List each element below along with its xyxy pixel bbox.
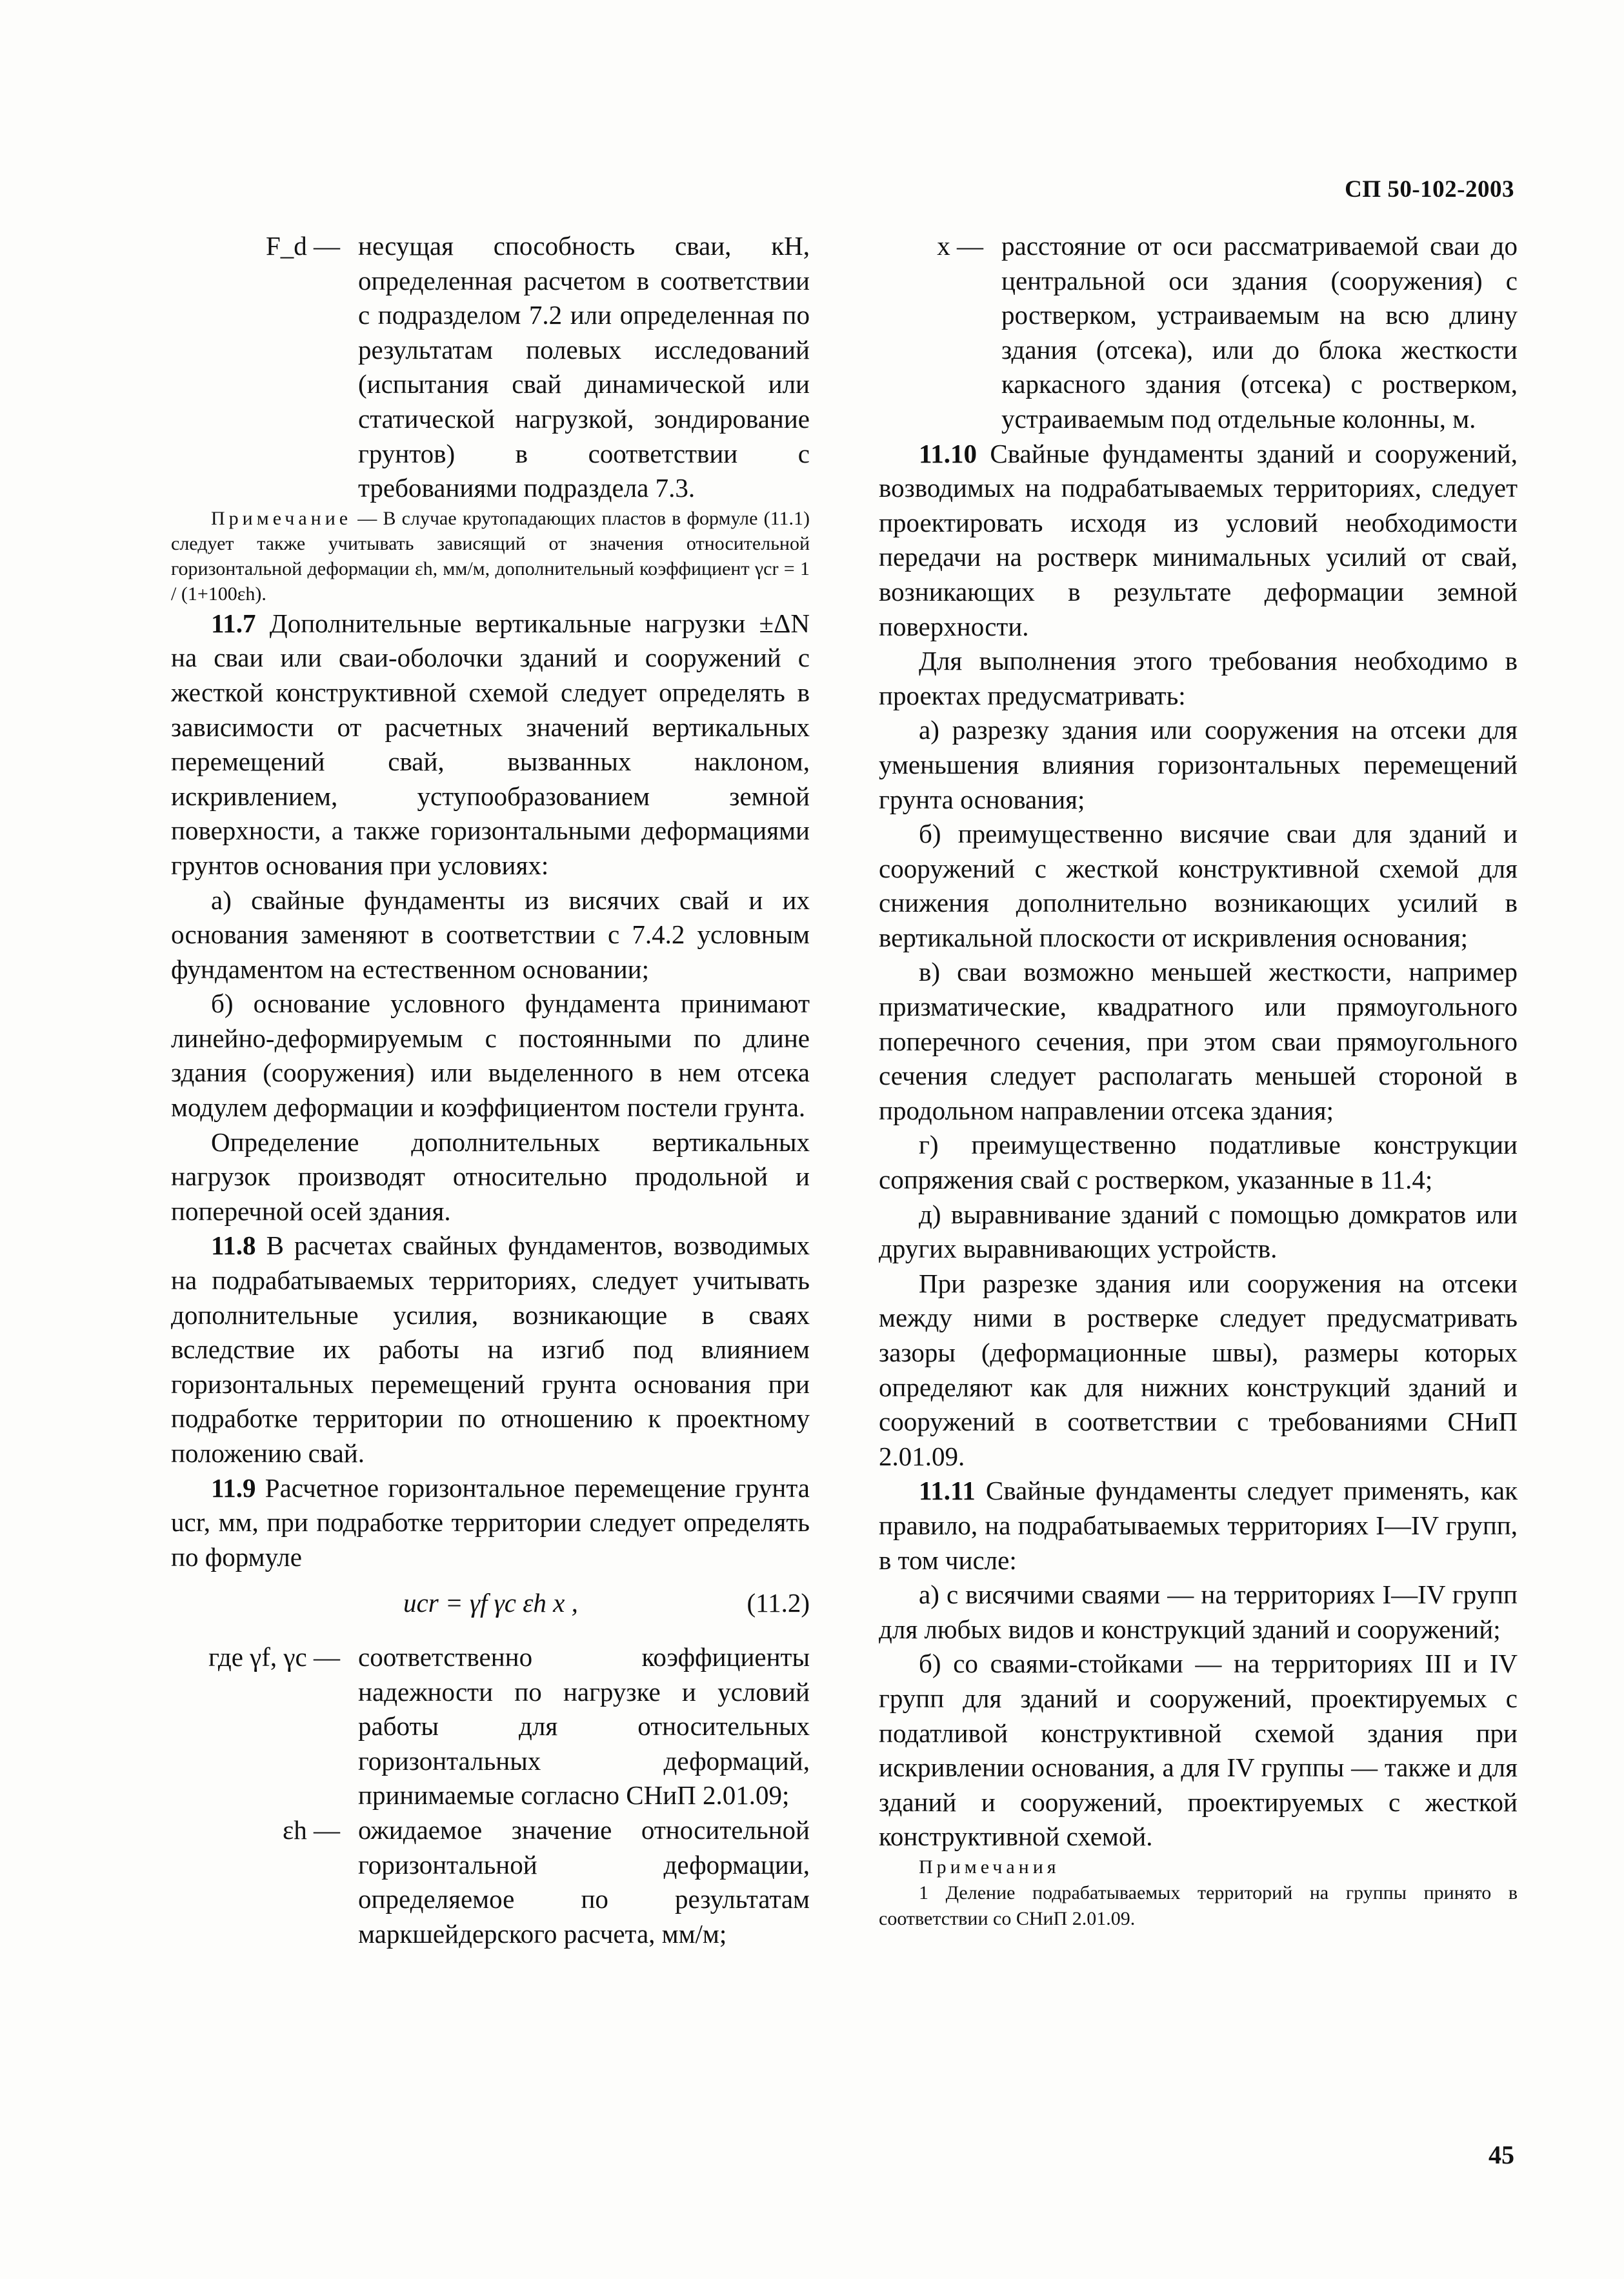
definition-text: ожидаемое значение относительной горизонтальной деформации, определяемое по результатам маркшейдерского расчета, мм/м; [358, 1814, 810, 1949]
formula-expression: ucr = γf γc εh x , [403, 1588, 578, 1618]
clause-number: 11.9 [211, 1472, 256, 1503]
formula-11-2 [171, 1586, 810, 1621]
paragraph-11-10-intro: Для выполнения этого требования необходимо в проектах предусматривать: [879, 646, 1518, 710]
definition-term: x — [937, 231, 983, 261]
notes-heading: Примечания [919, 1856, 1060, 1878]
definition-term: F_d — [265, 231, 340, 261]
paragraph-11-10-a: а) разрезку здания или сооружения на отсеки для уменьшения влияния горизонтальных перемещений грунта основания; [879, 715, 1518, 814]
note-11-1 [171, 506, 810, 607]
definition-eps [171, 1813, 810, 1951]
paragraph-11-10-d: г) преимущественно податливые конструкции сопряжения свай с ростверком, указанные в 11.4; [879, 1130, 1518, 1195]
right-column [879, 229, 1518, 1932]
paragraph-11-10-f: При разрезке здания или сооружения на отсеки между ними в ростверке следует предусматривать зазоры (деформационные швы), размеры которых определяют как для нижних конструкций зданий и сооружений в соответствии с требованиями СНиП 2.01.09. [879, 1268, 1518, 1471]
clause-number: 11.7 [211, 608, 256, 638]
paragraph-11-10-b: б) преимущественно висячие сваи для зданий и сооружений с жесткой конструктивной схемой для снижения дополнительно возникающих усилий в вертикальной плоскости от искривления основания; [879, 819, 1518, 952]
clause-number: 11.10 [919, 438, 977, 468]
note-1: 1 Деление подрабатываемых территорий на группы принято в соответствии со СНиП 2.01.09. [879, 1882, 1518, 1929]
paragraph-11-10-c: в) сваи возможно меньшей жесткости, например призматические, квадратного или прямоугольного поперечного сечения, при этом сваи прямоугольного сечения следует располагать меньшей стороной в продольном направлении отсека здания; [879, 957, 1518, 1125]
definition-text: соответственно коэффициенты надежности по нагрузке и условий работы для относительных горизонтальных деформаций, принимаемые согласно СНиП 2.01.09; [358, 1641, 810, 1811]
paragraph-11-11 [879, 1474, 1518, 1578]
paragraph-11-9 [171, 1471, 810, 1575]
definition-term: εh — [283, 1814, 340, 1845]
paragraph-11-11-a: а) с висячими сваями — на территориях I—IV групп для любых видов и конструкций зданий и сооружений; [879, 1580, 1518, 1644]
paragraph-11-8 [171, 1229, 810, 1471]
definition-text: несущая способность сваи, кН, определенная расчетом в соответствии с подразделом 7.2 или определенная по результатам полевых исследований (испытания свай динамической или статической нагрузкой, зондирование грунтов) в соответствии с требованиями подраздела 7.3. [358, 231, 810, 503]
clause-text: Свайные фундаменты следует применять, как правило, на подрабатываемых территориях I—IV групп, в том числе: [879, 1476, 1518, 1575]
definition-text: расстояние от оси рассматриваемой сваи до центральной оси здания (сооружения) с ростверком, устраиваемым на всю длину здания (отсека), или до блока жесткости каркасного здания (отсека) с ростверком, устраиваемым под отдельные колонны, м. [1001, 231, 1518, 434]
clause-text: Свайные фундаменты зданий и сооружений, возводимых на подрабатываемых территориях, следует проектировать исходя из условий необходимости передачи на ростверк минимальных усилий от свай, возникающих в результате деформации земной поверхности. [879, 438, 1518, 641]
document-code: СП 50-102-2003 [1345, 176, 1514, 203]
formula-number: (11.2) [747, 1588, 810, 1618]
note-label: Примечание [211, 507, 352, 529]
definition-gamma [171, 1640, 810, 1813]
paragraph-11-7 [171, 607, 810, 883]
clause-text: Расчетное горизонтальное перемещение грунта ucr, мм, при подработке территории следует определять по формуле [171, 1472, 810, 1572]
clause-number: 11.8 [211, 1230, 256, 1261]
paragraph-11-10 [879, 437, 1518, 645]
paragraph-11-10-e: д) выравнивание зданий с помощью домкратов или других выравнивающих устройств. [879, 1199, 1518, 1264]
note-text: — В случае крутопадающих пластов в формуле (11.1) следует также учитывать зависящий от значения относительной горизонтальной деформации εh, мм/м, дополнительный коэффициент γcr = 1 / (1+100εh). [171, 507, 810, 605]
clause-text: Дополнительные вертикальные нагрузки ±ΔN на сваи или сваи-оболочки зданий и сооружений с жесткой конструктивной схемой следует определять в зависимости от расчетных значений вертикальных перемещений свай, вызванных наклоном, искривлением, уступообразованием земной поверхности, а также горизонтальными деформациями грунтов основания при условиях: [171, 608, 810, 880]
paragraph-11-7-b: б) основание условного фундамента принимают линейно-деформируемым с постоянными по длине здания (сооружения) или выделенного в нем отсека модулем деформации и коэффициентом постели грунта. [171, 989, 810, 1123]
paragraph-11-7-c: Определение дополнительных вертикальных нагрузок производят относительно продольной и поперечной осей здания. [171, 1127, 810, 1226]
clause-number: 11.11 [919, 1476, 976, 1506]
definition-term: где γf, γc — [208, 1641, 340, 1672]
paragraph-11-7-a: а) свайные фундаменты из висячих свай и их основания заменяют в соответствии с 7.4.2 условным фундаментом на естественном основании; [171, 885, 810, 984]
page-number: 45 [1489, 2140, 1514, 2169]
clause-text: В расчетах свайных фундаментов, возводимых на подрабатываемых территориях, следует учитывать дополнительные усилия, возникающие в сваях вследствие их работы на изгиб под влиянием горизонтальных перемещений грунта основания при подработке территории по отношению к проектному положению свай. [171, 1230, 810, 1468]
definition-fd [171, 229, 810, 506]
left-column [171, 229, 810, 1951]
definition-x [879, 229, 1518, 437]
paragraph-11-11-b: б) со сваями-стойками — на территориях III и IV групп для зданий и сооружений, проектируемых с податливой конструктивной схемой здания при искривлении основания, а для IV группы — также и для зданий и сооружений, проектируемых с жесткой конструктивной схемой. [879, 1649, 1518, 1852]
